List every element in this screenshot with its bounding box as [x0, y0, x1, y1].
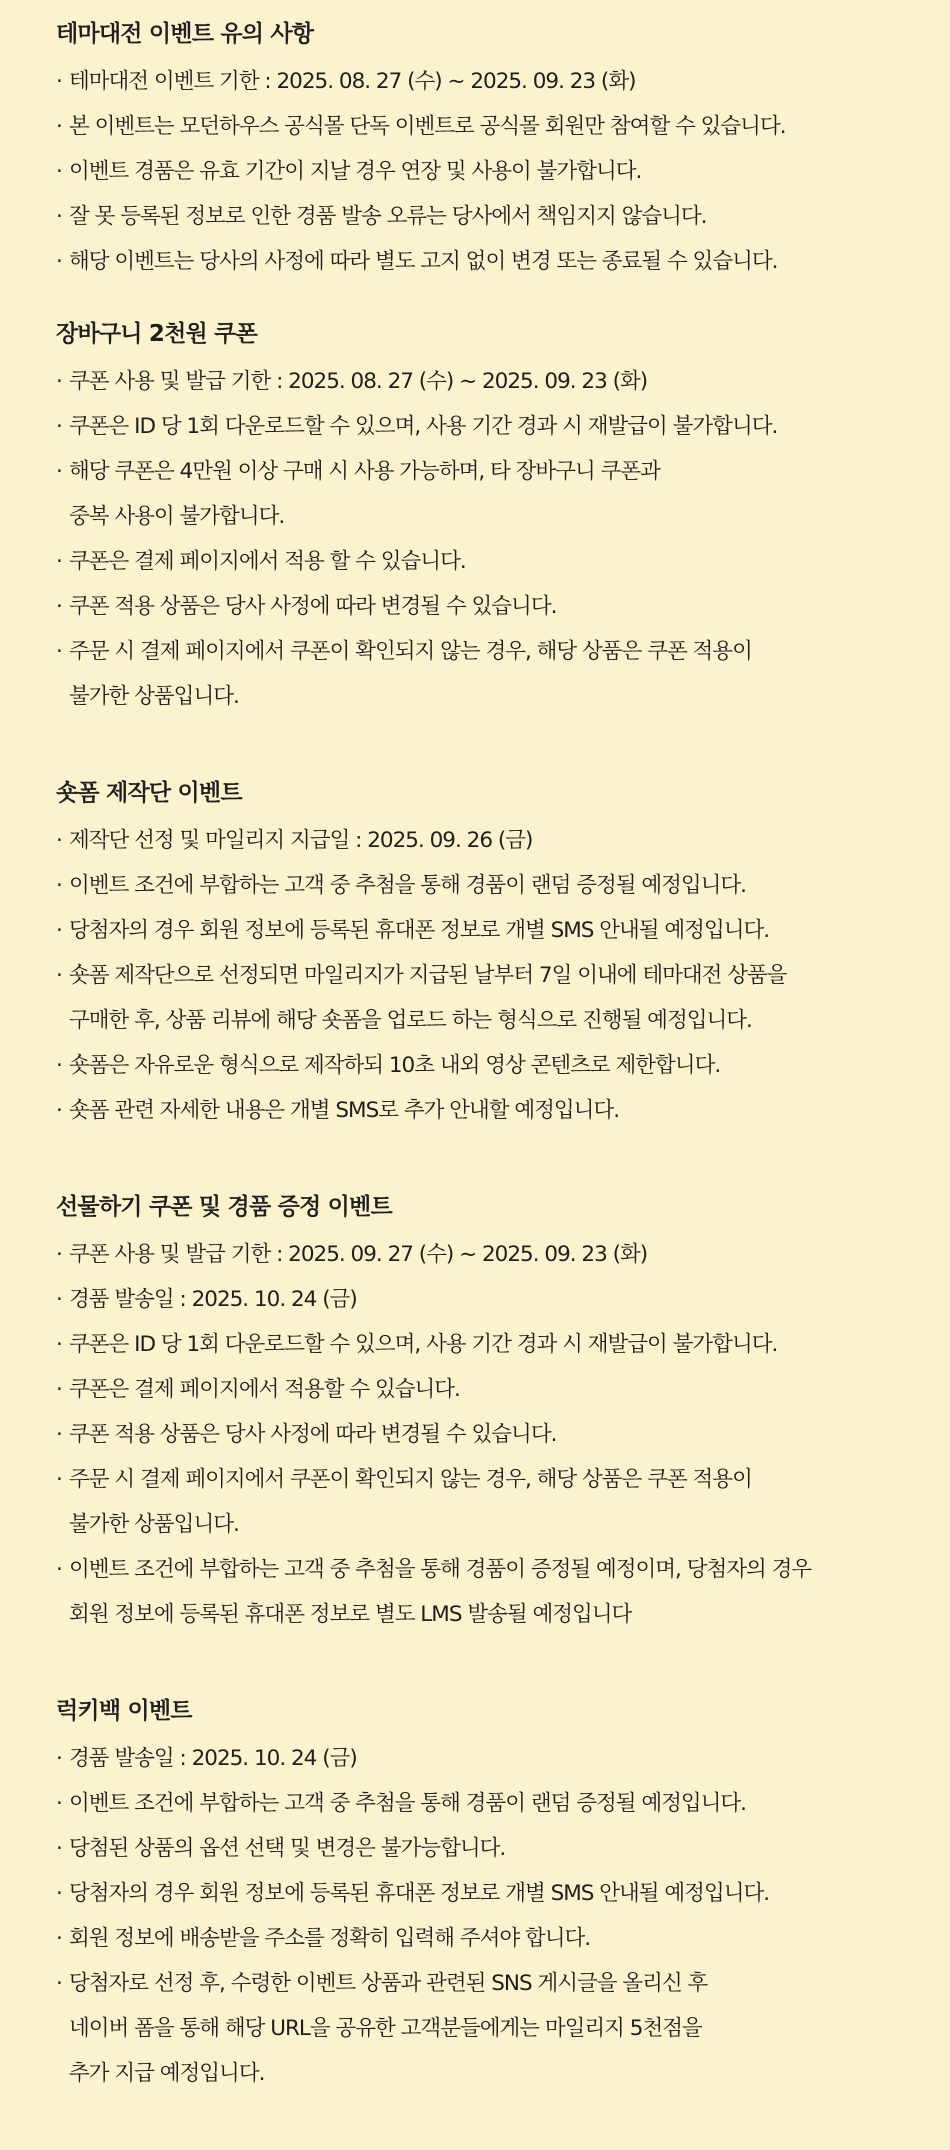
item-text: 본 이벤트는 모던하우스 공식몰 단독 이벤트로 공식몰 회원만 참여할 수 있습니다. [69, 114, 786, 139]
notice-section-gift-coupon [56, 1191, 910, 1637]
item-text: 이벤트 조건에 부합하는 고객 중 추첨을 통해 경품이 랜덤 증정될 예정입니다. [69, 873, 747, 898]
item-text: 회원 정보에 배송받을 주소를 정확히 입력해 주셔야 합니다. [69, 1926, 591, 1951]
bullet-dot-icon: · [56, 249, 62, 274]
bullet-dot-icon: · [56, 1098, 62, 1123]
item-text: 이벤트 조건에 부합하는 고객 중 추첨을 통해 경품이 랜덤 증정될 예정입니다. [69, 1791, 747, 1816]
bullet-dot-icon: · [56, 828, 62, 853]
bullet-dot-icon: · [56, 1926, 62, 1951]
bullet-dot-icon: · [56, 1053, 62, 1078]
list-item [56, 1412, 910, 1457]
notice-section-shortform [56, 777, 910, 1133]
notice-section-lucky-bag [56, 1695, 910, 2096]
bullet-dot-icon: · [56, 1836, 62, 1861]
bullet-dot-icon: · [56, 594, 62, 619]
item-text-continued: 네이버 폼을 통해 해당 URL을 공유한 고객분들에게는 마일리지 5천점을 [69, 2016, 702, 2041]
bullet-dot-icon: · [56, 1557, 62, 1582]
bullet-dot-icon: · [56, 918, 62, 943]
list-item [56, 1043, 910, 1088]
list-item [56, 1547, 910, 1637]
list-item [56, 1961, 910, 2096]
list-item [56, 149, 910, 194]
item-text: 쿠폰은 ID 당 1회 다운로드할 수 있으며, 사용 기간 경과 시 재발급이 불가합니다. [69, 414, 778, 439]
bullet-dot-icon: · [56, 549, 62, 574]
item-text: 주문 시 결제 페이지에서 쿠폰이 확인되지 않는 경우, 해당 상품은 쿠폰 적용이 [69, 1467, 752, 1492]
list-item [56, 59, 910, 104]
notice-list [56, 1232, 910, 1637]
list-item [56, 908, 910, 953]
section-title: 테마대전 이벤트 유의 사항 [56, 21, 314, 47]
bullet-dot-icon: · [56, 639, 62, 664]
item-text: 쿠폰은 결제 페이지에서 적용 할 수 있습니다. [69, 549, 466, 574]
item-text: 경품 발송일 : 2025. 10. 24 (금) [69, 1287, 357, 1312]
bullet-dot-icon: · [56, 459, 62, 484]
list-item [56, 1088, 910, 1133]
list-item [56, 1367, 910, 1412]
list-item [56, 239, 910, 284]
bullet-dot-icon: · [56, 1746, 62, 1771]
list-item [56, 359, 910, 404]
list-item [56, 863, 910, 908]
item-text-continued: 중복 사용이 불가합니다. [69, 504, 285, 529]
item-text: 주문 시 결제 페이지에서 쿠폰이 확인되지 않는 경우, 해당 상품은 쿠폰 적용이 [69, 639, 752, 664]
bullet-dot-icon: · [56, 873, 62, 898]
bullet-dot-icon: · [56, 1287, 62, 1312]
list-item [56, 449, 910, 539]
bullet-dot-icon: · [56, 1881, 62, 1906]
bullet-dot-icon: · [56, 1971, 62, 1996]
list-item [56, 584, 910, 629]
list-item [56, 1781, 910, 1826]
list-item [56, 818, 910, 863]
item-text: 당첨된 상품의 옵션 선택 및 변경은 불가능합니다. [69, 1836, 506, 1861]
item-text: 쿠폰 사용 및 발급 기한 : 2025. 09. 27 (수) ~ 2025. 09. 23 (화) [69, 1242, 648, 1267]
item-text: 숏폼 관련 자세한 내용은 개별 SMS로 추가 안내할 예정입니다. [69, 1098, 620, 1123]
list-item [56, 953, 910, 1043]
notice-list [56, 359, 910, 719]
item-text: 경품 발송일 : 2025. 10. 24 (금) [69, 1746, 357, 1771]
item-text: 당첨자의 경우 회원 정보에 등록된 휴대폰 정보로 개별 SMS 안내될 예정입니다. [69, 1881, 770, 1906]
list-item [56, 1871, 910, 1916]
item-text: 당첨자의 경우 회원 정보에 등록된 휴대폰 정보로 개별 SMS 안내될 예정입니다. [69, 918, 770, 943]
bullet-dot-icon: · [56, 1422, 62, 1447]
item-text: 쿠폰은 ID 당 1회 다운로드할 수 있으며, 사용 기간 경과 시 재발급이 불가합니다. [69, 1332, 778, 1357]
bullet-dot-icon: · [56, 1242, 62, 1267]
list-item [56, 404, 910, 449]
notice-list [56, 1736, 910, 2096]
section-title: 장바구니 2천원 쿠폰 [56, 321, 257, 347]
item-text-continued: 불가한 상품입니다. [69, 684, 239, 709]
bullet-dot-icon: · [56, 369, 62, 394]
bullet-dot-icon: · [56, 963, 62, 988]
bullet-dot-icon: · [56, 69, 62, 94]
item-text: 테마대전 이벤트 기한 : 2025. 08. 27 (수) ~ 2025. 09. 23 (화) [69, 69, 636, 94]
bullet-dot-icon: · [56, 1377, 62, 1402]
list-item [56, 1826, 910, 1871]
list-item [56, 1457, 910, 1547]
bullet-dot-icon: · [56, 1332, 62, 1357]
list-item [56, 1322, 910, 1367]
section-title: 숏폼 제작단 이벤트 [56, 780, 242, 806]
notice-list [56, 818, 910, 1133]
item-text: 숏폼은 자유로운 형식으로 제작하되 10초 내외 영상 콘텐츠로 제한합니다. [69, 1053, 721, 1078]
item-text: 해당 쿠폰은 4만원 이상 구매 시 사용 가능하며, 타 장바구니 쿠폰과 [69, 459, 660, 484]
item-text-continued: 회원 정보에 등록된 휴대폰 정보로 별도 LMS 발송될 예정입니다 [69, 1602, 632, 1627]
item-text: 잘 못 등록된 정보로 인한 경품 발송 오류는 당사에서 책임지지 않습니다. [69, 204, 707, 229]
bullet-dot-icon: · [56, 204, 62, 229]
notice-section-theme-event [56, 18, 910, 284]
item-text: 쿠폰 적용 상품은 당사 사정에 따라 변경될 수 있습니다. [69, 594, 557, 619]
item-text-continued: 불가한 상품입니다. [69, 1512, 239, 1537]
bullet-dot-icon: · [56, 114, 62, 139]
notice-section-cart-coupon [56, 318, 910, 719]
list-item [56, 1277, 910, 1322]
item-text-continued: 구매한 후, 상품 리뷰에 해당 숏폼을 업로드 하는 형식으로 진행될 예정입니다. [69, 1008, 752, 1033]
item-text: 이벤트 조건에 부합하는 고객 중 추첨을 통해 경품이 증정될 예정이며, 당첨자의 경우 [69, 1557, 812, 1582]
item-text: 쿠폰은 결제 페이지에서 적용할 수 있습니다. [69, 1377, 460, 1402]
item-text: 해당 이벤트는 당사의 사정에 따라 별도 고지 없이 변경 또는 종료될 수 있습니다. [69, 249, 778, 274]
item-text-continued: 추가 지급 예정입니다. [69, 2061, 265, 2086]
bullet-dot-icon: · [56, 159, 62, 184]
item-text: 쿠폰 적용 상품은 당사 사정에 따라 변경될 수 있습니다. [69, 1422, 557, 1447]
list-item [56, 194, 910, 239]
notice-list [56, 59, 910, 284]
bullet-dot-icon: · [56, 414, 62, 439]
bullet-dot-icon: · [56, 1791, 62, 1816]
list-item [56, 104, 910, 149]
section-title: 럭키백 이벤트 [56, 1698, 192, 1724]
list-item [56, 539, 910, 584]
bullet-dot-icon: · [56, 1467, 62, 1492]
item-text: 제작단 선정 및 마일리지 지급일 : 2025. 09. 26 (금) [69, 828, 533, 853]
item-text: 이벤트 경품은 유효 기간이 지날 경우 연장 및 사용이 불가합니다. [69, 159, 642, 184]
section-title: 선물하기 쿠폰 및 경품 증정 이벤트 [56, 1194, 392, 1220]
list-item [56, 629, 910, 719]
list-item [56, 1232, 910, 1277]
list-item [56, 1916, 910, 1961]
item-text: 쿠폰 사용 및 발급 기한 : 2025. 08. 27 (수) ~ 2025. 09. 23 (화) [69, 369, 648, 394]
list-item [56, 1736, 910, 1781]
item-text: 당첨자로 선정 후, 수령한 이벤트 상품과 관련된 SNS 게시글을 올리신 후 [69, 1971, 708, 1996]
item-text: 숏폼 제작단으로 선정되면 마일리지가 지급된 날부터 7일 이내에 테마대전 상품을 [69, 963, 787, 988]
